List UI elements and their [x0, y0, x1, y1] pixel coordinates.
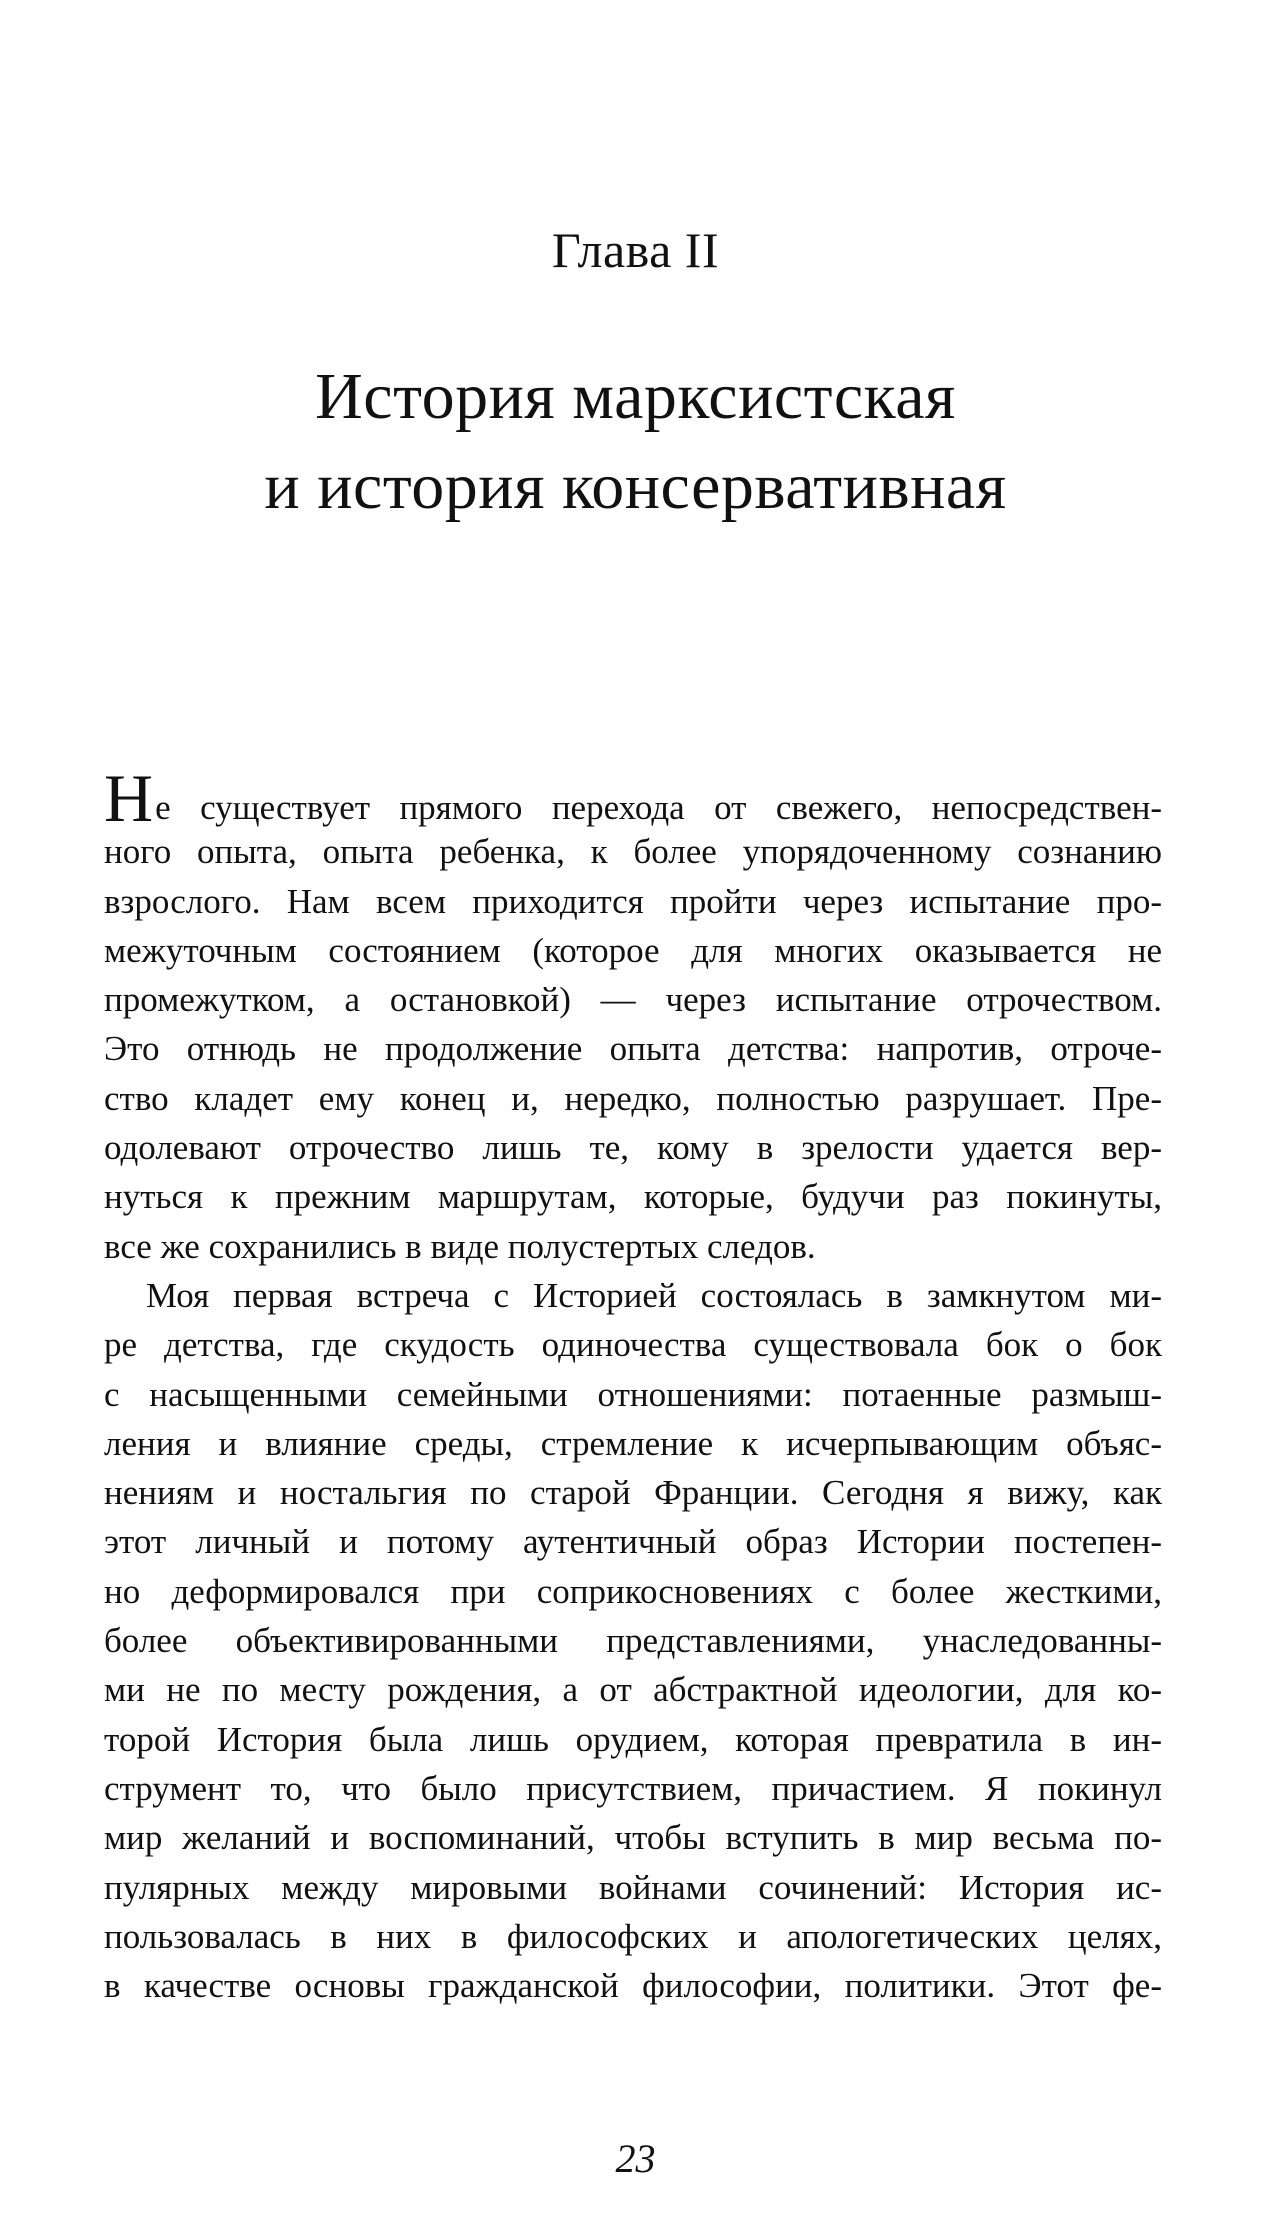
- drop-cap: Н: [104, 760, 154, 836]
- text-line: мир желаний и воспоминаний, чтобы вступить в мир весьма по-: [104, 1818, 1162, 1858]
- text-line: взрослого. Нам всем приходится пройти через испытание про-: [104, 881, 1162, 921]
- text-line: все же сохранились в виде полустертых следов.: [104, 1226, 816, 1266]
- text-line: одолевают отрочество лишь те, кому в зрелости удается вер-: [104, 1128, 1162, 1168]
- chapter-title-line: История марксистская: [315, 360, 956, 433]
- text-line: ного опыта, опыта ребенка, к более упорядоченному сознанию: [104, 832, 1162, 872]
- text-line: [104, 760, 1162, 836]
- text-line: Моя первая встреча с Историей состоялась в замкнутом ми-: [146, 1275, 1162, 1315]
- text-line: межуточным состоянием (которое для многих оказывается не: [104, 930, 1162, 970]
- chapter-title: [0, 352, 1271, 532]
- text-line: но деформировался при соприкосновениях с более жесткими,: [104, 1571, 1162, 1611]
- text-line: Это отнюдь не продолжение опыта детства: напротив, отроче-: [104, 1029, 1162, 1069]
- text-line: более объективированными представлениями, унаследованны-: [104, 1621, 1162, 1661]
- text-line: пулярных между мировыми войнами сочинений: История ис-: [104, 1867, 1162, 1907]
- text-line: с насыщенными семейными отношениями: потаенные размыш-: [104, 1374, 1162, 1414]
- text-line: этот личный и потому аутентичный образ Истории постепен-: [104, 1522, 1162, 1562]
- page-number: 23: [615, 2136, 656, 2181]
- text-line: ления и влияние среды, стремление к исчерпывающим объяс-: [104, 1423, 1162, 1463]
- chapter-label: Глава II: [551, 222, 720, 278]
- text-line-content: е существует прямого перехода от свежего, непосредствен-: [155, 788, 1162, 827]
- text-line: пользовалась в них в философских и апологетических целях,: [104, 1916, 1162, 1956]
- text-line: струмент то, что было присутствием, причастием. Я покинул: [104, 1768, 1162, 1808]
- text-line: торой История была лишь орудием, которая превратила в ин-: [104, 1719, 1162, 1759]
- text-line: ми не по месту рождения, а от абстрактной идеологии, для ко-: [104, 1670, 1162, 1710]
- text-line: ре детства, где скудость одиночества существовала бок о бок: [104, 1325, 1162, 1365]
- text-line: промежутком, а остановкой) — через испытание отрочеством.: [104, 980, 1162, 1020]
- text-line: в качестве основы гражданской философии, политики. Этот фе-: [104, 1966, 1162, 2006]
- text-line: нениям и ностальгия по старой Франции. Сегодня я вижу, как: [104, 1473, 1162, 1513]
- text-line: нуться к прежним маршрутам, которые, будучи раз покинуты,: [104, 1177, 1162, 1217]
- chapter-title-line: и история консервативная: [264, 450, 1007, 523]
- text-line: ство кладет ему конец и, нередко, полностью разрушает. Пре-: [104, 1078, 1162, 1118]
- body-text: [104, 760, 1162, 2010]
